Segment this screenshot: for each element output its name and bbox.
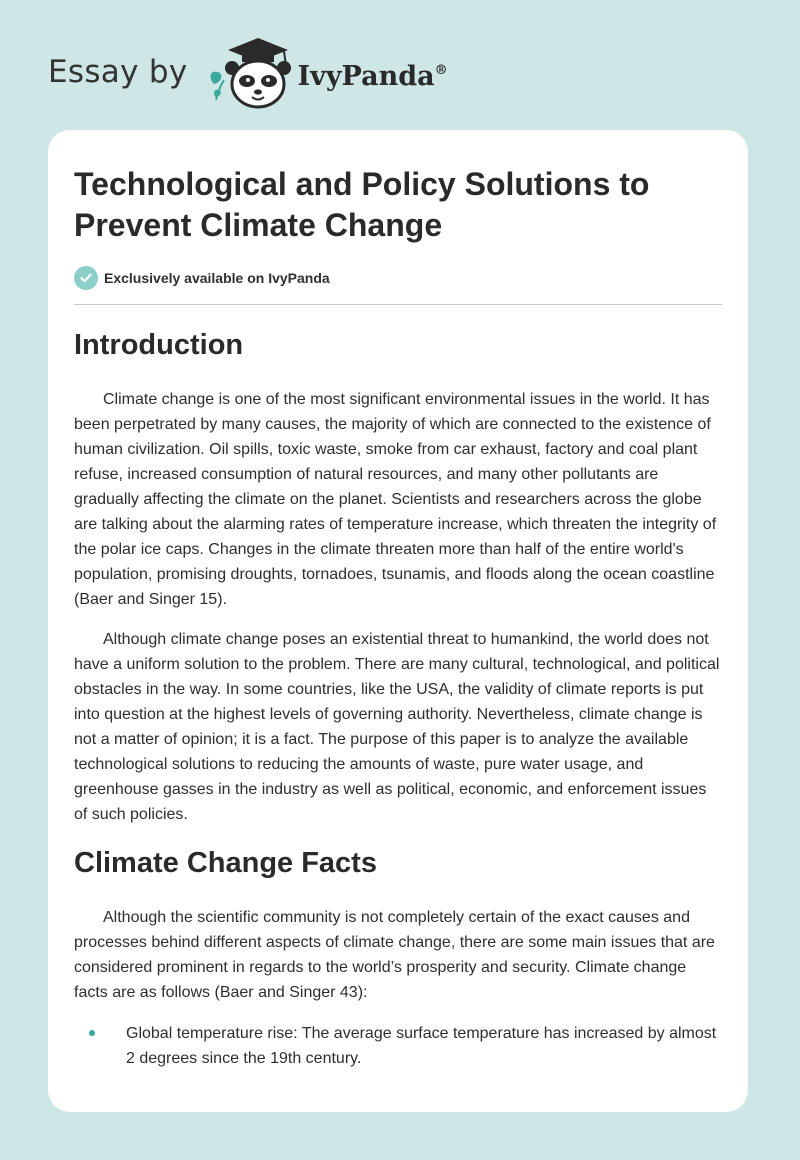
bullet-dot-icon xyxy=(89,1030,95,1036)
essay-card xyxy=(48,130,748,1112)
section-heading-introduction: Introduction xyxy=(74,329,244,361)
intro-paragraph-2: Although climate change poses an existential threat to humankind, the world does not have a uniform solution to the problem. There are many cultural, technological, and political obstacles in the way. In some countries, like the USA, the validity of climate reports is put into question at the highest levels of governing authority. Nevertheless, climate change is not a matter of opinion; it is a fact. The purpose of this paper is to analyze the available technological solutions to reducing the amounts of waste, pure water usage, and greenhouse gasses in the industry as well as political, economic, and enforcement issues of such policies. xyxy=(74,631,720,823)
list-item: Global temperature rise: The average surface temperature has increased by almost 2 degrees since the 19th century. xyxy=(74,1021,722,1071)
site-header xyxy=(48,34,448,110)
intro-paragraph-1: Climate change is one of the most significant environmental issues in the world. It has been perpetrated by many causes, the majority of which are connected to the existence of human civilization. Oil spills, toxic waste, smoke from car exhaust, factory and coal plant refuse, increased consumption of natural resources, and many other pollutants are gradually affecting the climate on the planet. Scientists and researchers across the globe are talking about the alarming rates of temperature increase, which threaten the integrity of the polar ice caps. Changes in the climate threaten more than half of the entire world's population, promising droughts, tornadoes, tsunamis, and floods along the ocean coastline (Baer and Singer 15). xyxy=(74,391,717,608)
exclusive-badge xyxy=(74,266,722,290)
panda-graduate-icon xyxy=(206,34,294,110)
brand-name: IvyPanda® xyxy=(297,60,448,92)
page-title: Technological and Policy Solutions to Prevent Climate Change xyxy=(74,166,650,243)
exclusive-badge-label: Exclusively available on IvyPanda xyxy=(104,270,330,286)
section-heading-climate-facts: Climate Change Facts xyxy=(74,847,377,879)
title-divider xyxy=(74,304,722,305)
facts-list xyxy=(74,1021,722,1071)
check-circle-icon xyxy=(74,266,98,290)
essay-by-label: Essay by xyxy=(48,54,188,90)
facts-paragraph-1: Although the scientific community is not completely certain of the exact causes and processes behind different aspects of climate change, there are some main issues that are considered prominent in regards to the world’s prosperity and security. Climate change facts are as follows (Baer and Singer 43): xyxy=(74,909,715,1001)
